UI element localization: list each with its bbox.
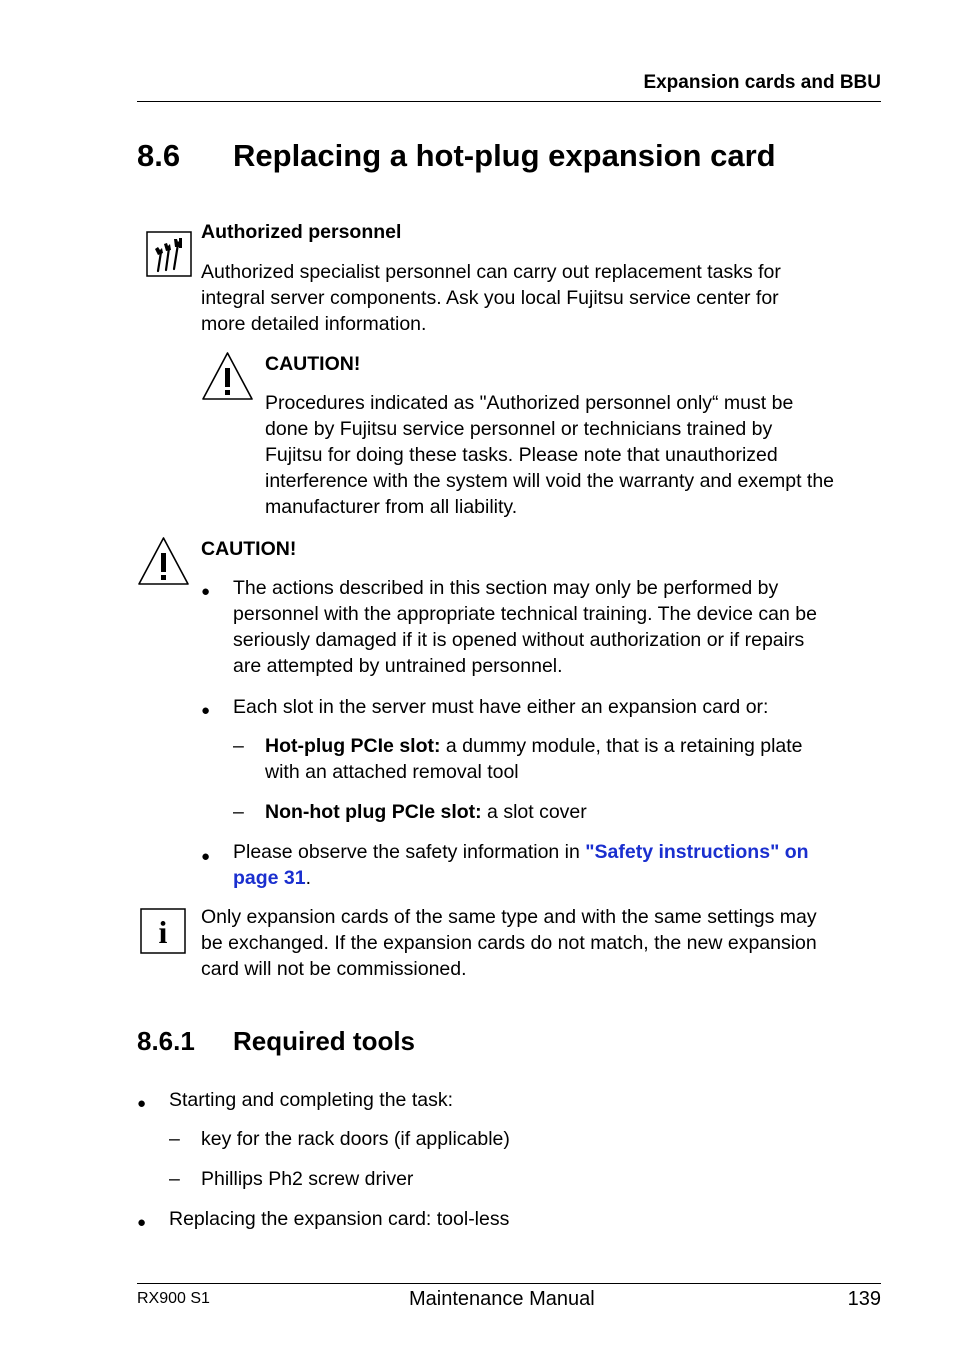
dash1-line-1: [265, 733, 803, 759]
bullet-marker: ●: [137, 1095, 147, 1112]
caution2-bullet3-line-2: [233, 865, 311, 891]
bullet-marker: ●: [201, 702, 211, 719]
dash-marker: –: [233, 801, 244, 823]
caution2-bullet1-line-4: are attempted by untrained personnel.: [233, 655, 563, 677]
authorized-line-3: more detailed information.: [201, 313, 427, 335]
caution1-line-4: interference with the system will void the warranty and exempt the: [265, 470, 835, 492]
dash-marker: –: [169, 1168, 180, 1190]
warning-icon: [200, 350, 255, 402]
dash2-bold-label: Non-hot plug PCIe slot:: [265, 801, 482, 823]
bullet-marker: ●: [201, 583, 211, 600]
bullet3-text: Please observe the safety information in: [233, 841, 586, 863]
info-icon: [140, 908, 186, 954]
info-line-3: card will not be commissioned.: [201, 958, 467, 980]
footer-manual-title: Maintenance Manual: [409, 1288, 595, 1310]
dash1-line-2: with an attached removal tool: [265, 761, 519, 783]
dash2-text: a slot cover: [481, 801, 587, 823]
tools-dash2: Phillips Ph2 screw driver: [201, 1168, 414, 1190]
footer-rule: [137, 1283, 881, 1284]
bullet3-period: .: [305, 867, 312, 889]
authorized-heading: Authorized personnel: [201, 221, 402, 243]
footer-model: RX900 S1: [137, 1290, 210, 1307]
dash1-bold-label: Hot-plug PCIe slot:: [265, 735, 441, 757]
section-title: Replacing a hot-plug expansion card: [233, 138, 776, 173]
subsection-title: Required tools: [233, 1026, 416, 1056]
running-header: Expansion cards and BBU: [643, 72, 881, 93]
page-31-link[interactable]: page 31: [233, 867, 306, 889]
caution2-bullet1-line-3: seriously damaged if it is opened without authorization or if repairs: [233, 629, 805, 651]
dash1-text: a dummy module, that is a retaining plate: [440, 735, 803, 757]
caution2-bullet2: Each slot in the server must have either an expansion card or:: [233, 696, 769, 718]
dash2-line: [265, 799, 587, 825]
subsection-number: 8.6.1: [137, 1026, 195, 1056]
footer-page-number: 139: [847, 1288, 881, 1310]
info-line-1: Only expansion cards of the same type and with the same settings may: [201, 906, 817, 928]
caution1-line-5: manufacturer from all liability.: [265, 496, 518, 518]
dash-marker: –: [169, 1128, 180, 1150]
header-rule: [137, 101, 881, 102]
caution1-line-1: Procedures indicated as "Authorized personnel only“ must be: [265, 392, 794, 414]
info-line-2: be exchanged. If the expansion cards do not match, the new expansion: [201, 932, 817, 954]
warning-icon: [136, 535, 191, 587]
dash-marker: –: [233, 735, 244, 757]
caution2-bullet1-line-1: The actions described in this section may only be performed by: [233, 577, 779, 599]
caution2-bullet1-line-2: personnel with the appropriate technical training. The device can be: [233, 603, 817, 625]
authorized-line-1: Authorized specialist personnel can carry out replacement tasks for: [201, 261, 781, 283]
caution2-heading: CAUTION!: [201, 538, 297, 560]
safety-instructions-link[interactable]: "Safety instructions" on: [585, 841, 809, 863]
caution1-line-3: Fujitsu for doing these tasks. Please note that unauthorized: [265, 444, 778, 466]
caution2-bullet3-line-1: [233, 839, 809, 865]
info-glyph: i: [158, 914, 168, 950]
bullet-marker: ●: [137, 1214, 147, 1231]
authorized-line-2: integral server components. Ask you local Fujitsu service center for: [201, 287, 779, 309]
tools-bullet1: Starting and completing the task:: [169, 1089, 453, 1111]
tools-bullet2: Replacing the expansion card: tool-less: [169, 1208, 510, 1230]
bullet-marker: ●: [201, 848, 211, 865]
section-number: 8.6: [137, 138, 181, 173]
caution1-line-2: done by Fujitsu service personnel or technicians trained by: [265, 418, 773, 440]
tools-dash1: key for the rack doors (if applicable): [201, 1128, 510, 1150]
tools-icon: [146, 231, 192, 277]
caution1-heading: CAUTION!: [265, 353, 361, 375]
